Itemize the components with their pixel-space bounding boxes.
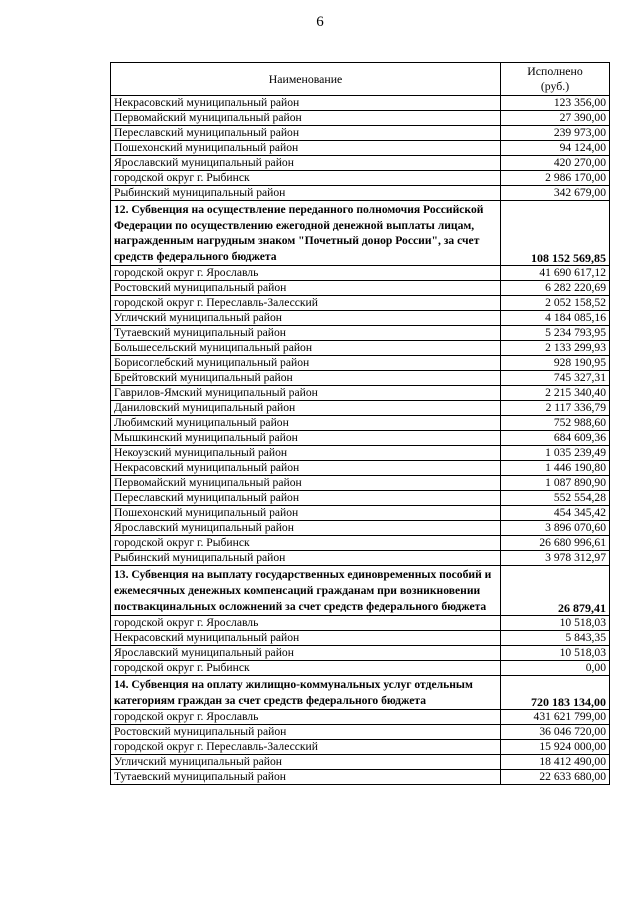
table-row — [111, 661, 610, 676]
row-name: Ярославский муниципальный район — [111, 646, 501, 661]
table-row — [111, 476, 610, 491]
row-name: Переславский муниципальный район — [111, 491, 501, 506]
row-name: Ростовский муниципальный район — [111, 281, 501, 296]
row-name: Переславский муниципальный район — [111, 126, 501, 141]
row-value: 342 679,00 — [501, 186, 610, 201]
table-body — [111, 63, 610, 785]
table-header-row — [111, 63, 610, 96]
row-value: 3 896 070,60 — [501, 521, 610, 536]
row-value: 684 609,36 — [501, 431, 610, 446]
row-value: 2 133 299,93 — [501, 341, 610, 356]
row-value: 454 345,42 — [501, 506, 610, 521]
table-row — [111, 96, 610, 111]
row-value: 2 215 340,40 — [501, 386, 610, 401]
table-row — [111, 755, 610, 770]
row-name: Тутаевский муниципальный район — [111, 770, 501, 785]
row-name: Любимский муниципальный район — [111, 416, 501, 431]
table-row — [111, 186, 610, 201]
section-row — [111, 201, 610, 266]
row-name: городской округ г. Ярославль — [111, 266, 501, 281]
row-value: 239 973,00 — [501, 126, 610, 141]
row-value: 552 554,28 — [501, 491, 610, 506]
table-row — [111, 266, 610, 281]
table-row — [111, 171, 610, 186]
header-name-cell: Наименование — [111, 63, 501, 96]
row-name: Угличский муниципальный район — [111, 755, 501, 770]
table-row — [111, 341, 610, 356]
header-value-cell — [501, 63, 610, 96]
row-value: 4 184 085,16 — [501, 311, 610, 326]
row-value: 22 633 680,00 — [501, 770, 610, 785]
row-name: Некрасовский муниципальный район — [111, 461, 501, 476]
row-value: 94 124,00 — [501, 141, 610, 156]
row-name: Ярославский муниципальный район — [111, 521, 501, 536]
row-value: 6 282 220,69 — [501, 281, 610, 296]
row-value: 5 843,35 — [501, 631, 610, 646]
row-value: 27 390,00 — [501, 111, 610, 126]
row-name: Борисоглебский муниципальный район — [111, 356, 501, 371]
row-name: Тутаевский муниципальный район — [111, 326, 501, 341]
row-name: Мышкинский муниципальный район — [111, 431, 501, 446]
table-row — [111, 311, 610, 326]
row-name: Рыбинский муниципальный район — [111, 186, 501, 201]
table-row — [111, 461, 610, 476]
budget-table — [110, 62, 610, 785]
row-name: городской округ г. Ярославль — [111, 616, 501, 631]
table-row — [111, 631, 610, 646]
row-name: Брейтовский муниципальный район — [111, 371, 501, 386]
row-value: 2 117 336,79 — [501, 401, 610, 416]
row-value: 1 446 190,80 — [501, 461, 610, 476]
row-value: 1 087 890,90 — [501, 476, 610, 491]
table-row — [111, 446, 610, 461]
section-row — [111, 566, 610, 616]
row-value: 2 986 170,00 — [501, 171, 610, 186]
row-value: 1 035 239,49 — [501, 446, 610, 461]
table-row — [111, 770, 610, 785]
table-row — [111, 296, 610, 311]
row-name: Угличский муниципальный район — [111, 311, 501, 326]
table-row — [111, 431, 610, 446]
table-row — [111, 401, 610, 416]
header-value-line2: (руб.) — [540, 79, 570, 93]
page-number: 6 — [316, 14, 324, 30]
table-row — [111, 551, 610, 566]
table-row — [111, 416, 610, 431]
row-value: 10 518,03 — [501, 646, 610, 661]
row-name: городской округ г. Рыбинск — [111, 171, 501, 186]
row-name: Рыбинский муниципальный район — [111, 551, 501, 566]
row-value: 18 412 490,00 — [501, 755, 610, 770]
row-name: городской округ г. Рыбинск — [111, 536, 501, 551]
table-row — [111, 111, 610, 126]
row-value: 2 052 158,52 — [501, 296, 610, 311]
row-value: 420 270,00 — [501, 156, 610, 171]
section-title: 14. Субвенция на оплату жилищно-коммунальных услуг отдельным категориям граждан за счет средств федерального бюджета — [111, 676, 501, 710]
table-row — [111, 491, 610, 506]
row-name: Некрасовский муниципальный район — [111, 96, 501, 111]
table-row — [111, 141, 610, 156]
row-name: Ярославский муниципальный район — [111, 156, 501, 171]
row-value: 431 621 799,00 — [501, 710, 610, 725]
row-value: 41 690 617,12 — [501, 266, 610, 281]
row-name: Первомайский муниципальный район — [111, 476, 501, 491]
table-row — [111, 371, 610, 386]
row-value: 3 978 312,97 — [501, 551, 610, 566]
table-row — [111, 326, 610, 341]
section-total: 26 879,41 — [501, 566, 610, 616]
row-name: городской округ г. Переславль-Залесский — [111, 740, 501, 755]
row-name: городской округ г. Рыбинск — [111, 661, 501, 676]
row-value: 5 234 793,95 — [501, 326, 610, 341]
row-value: 745 327,31 — [501, 371, 610, 386]
table-row — [111, 506, 610, 521]
row-value: 123 356,00 — [501, 96, 610, 111]
table-row — [111, 740, 610, 755]
row-value: 36 046 720,00 — [501, 725, 610, 740]
row-name: Пошехонский муниципальный район — [111, 506, 501, 521]
row-name: Некрасовский муниципальный район — [111, 631, 501, 646]
row-name: Большесельский муниципальный район — [111, 341, 501, 356]
section-row — [111, 676, 610, 710]
row-name: Первомайский муниципальный район — [111, 111, 501, 126]
table-row — [111, 156, 610, 171]
section-title: 13. Субвенция на выплату государственных единовременных пособий и ежемесячных денежных компенсаций гражданам при возникновении поствакцинальных осложнений за счет средств федерального бюджета — [111, 566, 501, 616]
table-row — [111, 725, 610, 740]
table-row — [111, 710, 610, 725]
row-value: 0,00 — [501, 661, 610, 676]
section-total: 108 152 569,85 — [501, 201, 610, 266]
row-value: 15 924 000,00 — [501, 740, 610, 755]
table-row — [111, 281, 610, 296]
header-value-line1: Исполнено — [527, 64, 583, 78]
row-value: 26 680 996,61 — [501, 536, 610, 551]
row-value: 752 988,60 — [501, 416, 610, 431]
row-value: 10 518,03 — [501, 616, 610, 631]
table-row — [111, 616, 610, 631]
row-name: городской округ г. Переславль-Залесский — [111, 296, 501, 311]
row-name: городской округ г. Ярославль — [111, 710, 501, 725]
row-value: 928 190,95 — [501, 356, 610, 371]
row-name: Даниловский муниципальный район — [111, 401, 501, 416]
row-name: Некоузский муниципальный район — [111, 446, 501, 461]
table-row — [111, 126, 610, 141]
table-row — [111, 536, 610, 551]
table-row — [111, 386, 610, 401]
section-total: 720 183 134,00 — [501, 676, 610, 710]
row-name: Ростовский муниципальный район — [111, 725, 501, 740]
table-row — [111, 646, 610, 661]
row-name: Гаврилов-Ямский муниципальный район — [111, 386, 501, 401]
table-row — [111, 356, 610, 371]
table-row — [111, 521, 610, 536]
section-title: 12. Субвенция на осуществление переданного полномочия Российской Федерации по осуществлению ежегодной денежной выплаты лицам, награжденным нагрудным знаком "Почетный донор России", за счет средств федерального бюджета — [111, 201, 501, 266]
row-name: Пошехонский муниципальный район — [111, 141, 501, 156]
